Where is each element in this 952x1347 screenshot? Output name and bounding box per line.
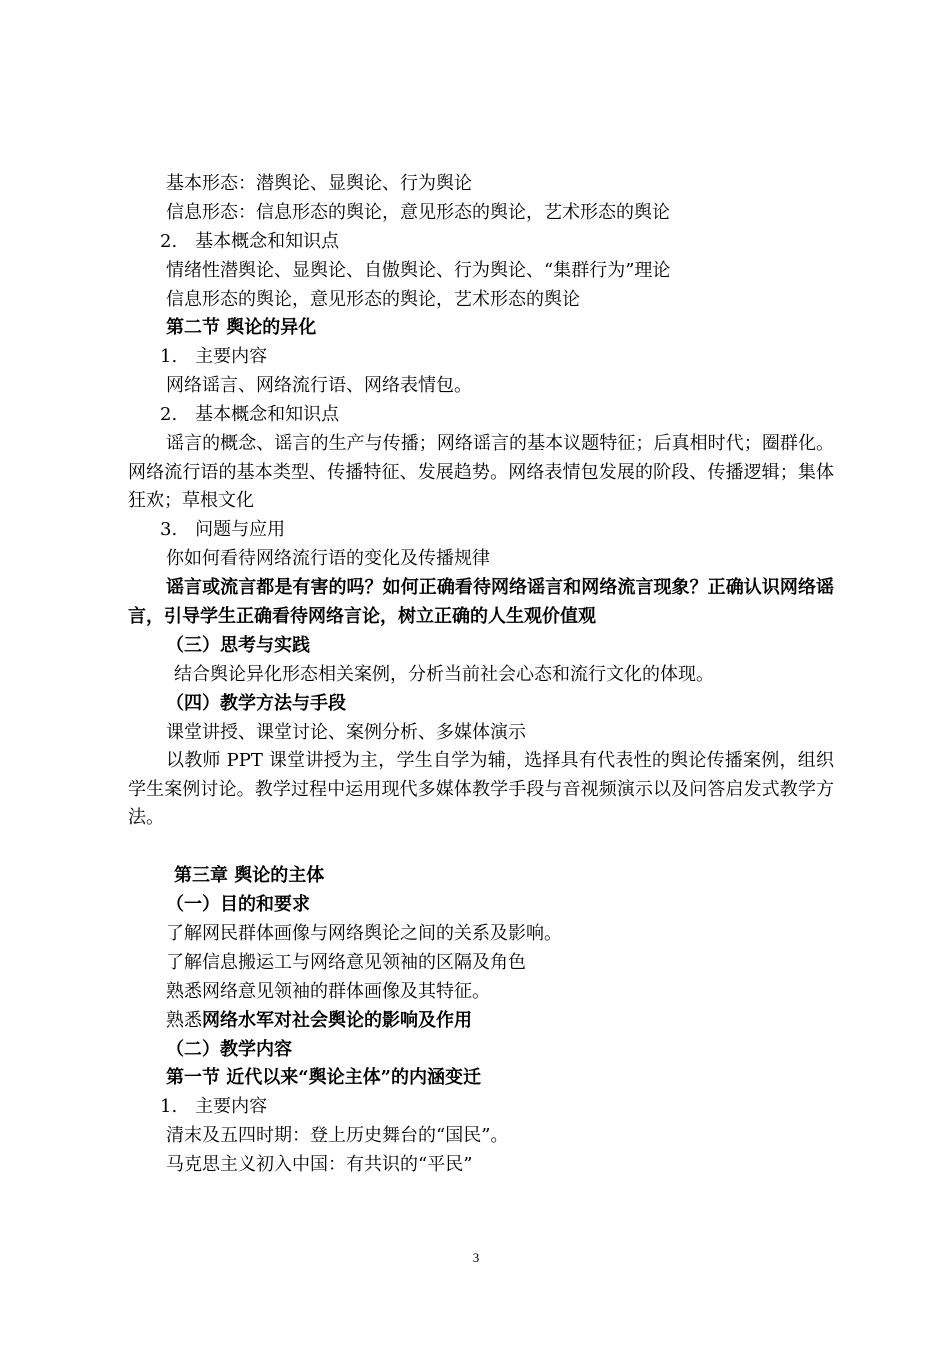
text-line: 熟悉网络意见领袖的群体画像及其特征。 (166, 981, 490, 1002)
text-line: 了解网民群体画像与网络舆论之间的关系及影响。 (166, 923, 562, 944)
text-line: 你如何看待网络流行语的变化及传播规律 (166, 548, 490, 569)
subsection-heading: （三）思考与实践 (166, 635, 310, 656)
section-heading: 第二节 舆论的异化 (166, 317, 317, 338)
text-line-bold: 网络水军对社会舆论的影响及作用 (202, 1010, 472, 1031)
section-heading: 第一节 近代以来“舆论主体”的内涵变迁 (166, 1067, 481, 1088)
text-line: 网络谣言、网络流行语、网络表情包。 (166, 375, 472, 396)
text-line: 结合舆论异化形态相关案例，分析当前社会心态和流行文化的体现。 (174, 664, 714, 685)
paragraph: 谣言的概念、谣言的生产与传播；网络谣言的基本议题特征；后真相时代；圈群化。网络流行语的基本类型、传播特征、发展趋势。网络表情包发展的阶段、传播逻辑；集体狂欢；草根文化 (128, 433, 834, 512)
text-line (166, 1007, 472, 1035)
text-line-prefix: 熟悉 (166, 1010, 202, 1031)
chapter-heading: 第三章 舆论的主体 (174, 865, 325, 886)
list-heading: 2. 基本概念和知识点 (160, 404, 340, 425)
subsection-heading: （二）教学内容 (166, 1039, 292, 1060)
page-number: 3 (472, 1250, 480, 1265)
text-line: 课堂讲授、课堂讨论、案例分析、多媒体演示 (166, 722, 526, 743)
text-line: 马克思主义初入中国：有共识的“平民” (166, 1154, 473, 1175)
text-line: 了解信息搬运工与网络意见领袖的区隔及角色 (166, 952, 526, 973)
subsection-heading: （一）目的和要求 (166, 894, 310, 915)
list-heading: 2. 基本概念和知识点 (160, 231, 340, 252)
text-line: 信息形态：信息形态的舆论，意见形态的舆论，艺术形态的舆论 (166, 202, 670, 223)
list-heading: 1. 主要内容 (160, 346, 268, 367)
subsection-heading: （四）教学方法与手段 (166, 693, 346, 714)
text-line: 清末及五四时期：登上历史舞台的“国民”。 (166, 1125, 509, 1146)
list-heading: 1. 主要内容 (160, 1096, 268, 1117)
text-line: 情绪性潜舆论、显舆论、自傲舆论、行为舆论、“集群行为”理论 (166, 260, 671, 281)
text-line: 基本形态：潜舆论、显舆论、行为舆论 (166, 173, 472, 194)
paragraph: 以教师 PPT 课堂讲授为主，学生自学为辅，选择具有代表性的舆论传播案例，组织学生案例讨论。教学过程中运用现代多媒体教学手段与音视频演示以及问答启发式教学方法。 (128, 750, 834, 829)
bold-paragraph: 谣言或流言都是有害的吗？如何正确看待网络谣言和网络流言现象？正确认识网络谣言，引导学生正确看待网络言论，树立正确的人生观价值观 (128, 577, 834, 627)
text-line: 信息形态的舆论，意见形态的舆论，艺术形态的舆论 (166, 289, 580, 310)
list-heading: 3. 问题与应用 (160, 519, 286, 540)
